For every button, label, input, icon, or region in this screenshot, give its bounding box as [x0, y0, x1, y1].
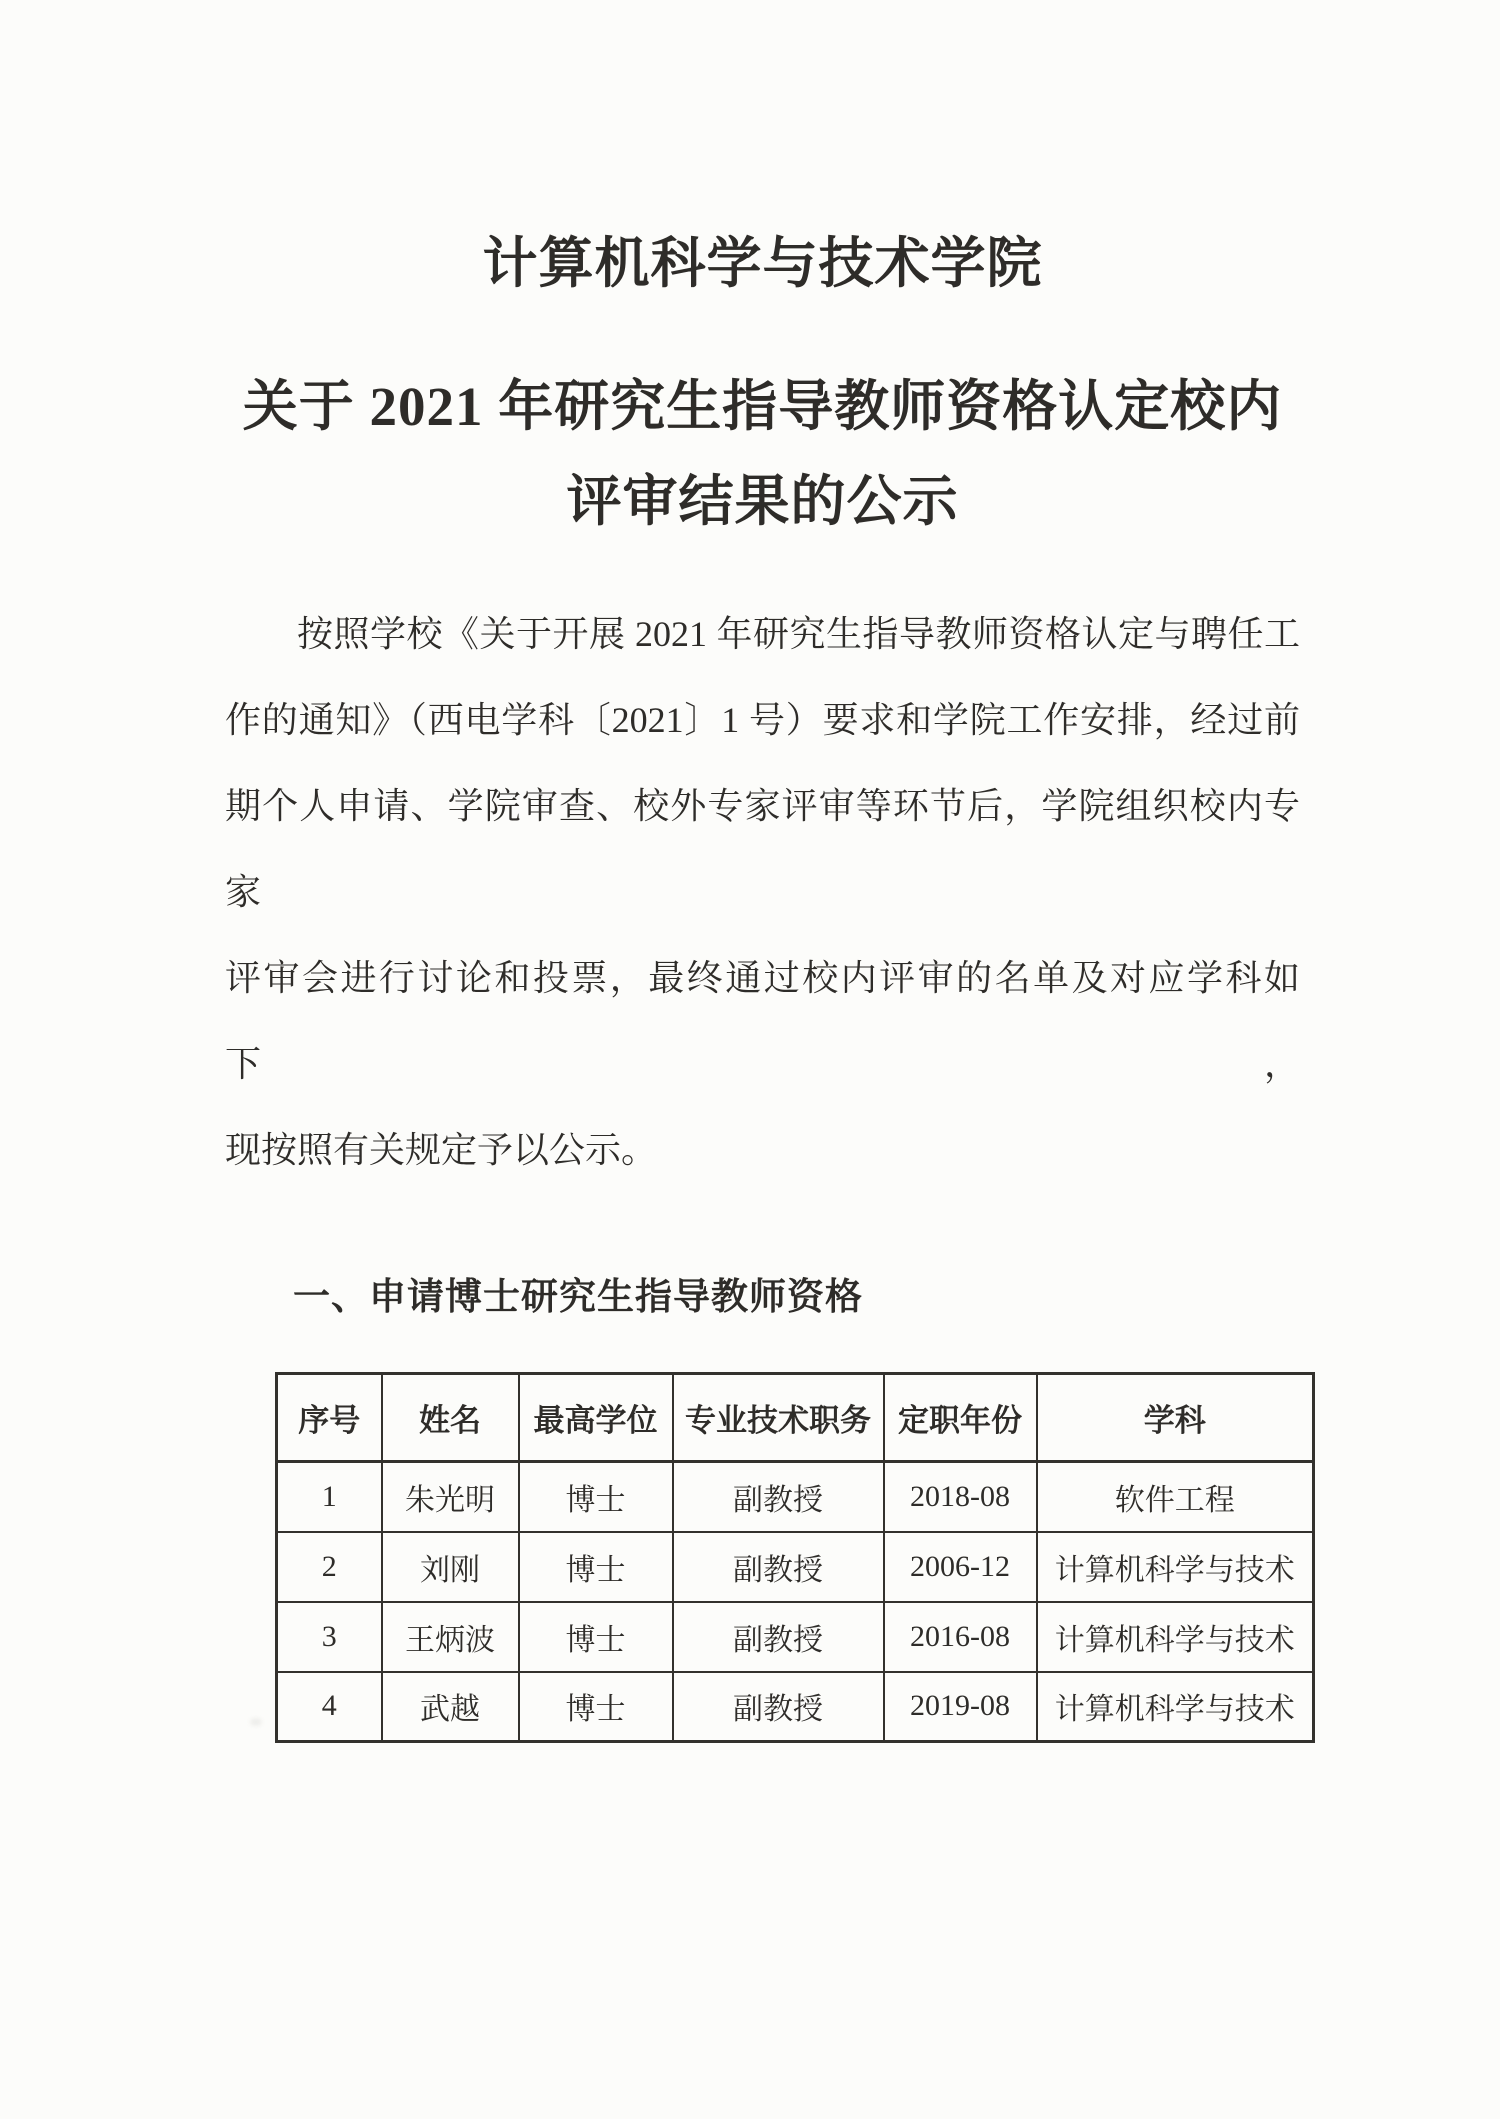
table-cell: 副教授: [673, 1602, 884, 1672]
column-header: 学科: [1037, 1374, 1314, 1462]
table-row: [277, 1532, 1314, 1602]
table-cell: 副教授: [673, 1462, 884, 1532]
notice-title-line1: 关于 2021 年研究生指导教师资格认定校内: [242, 376, 1283, 437]
paragraph-line: 作的通知》（西电学科〔2021〕1 号）要求和学院工作安排，经过前: [225, 700, 1300, 740]
table-cell: 2019-08: [884, 1672, 1037, 1742]
table-cell: 博士: [519, 1602, 673, 1672]
table-cell: 博士: [519, 1462, 673, 1532]
notice-title-line2: 评审结果的公示: [566, 471, 959, 532]
table-cell: 4: [277, 1672, 382, 1742]
notice-title: [225, 359, 1300, 549]
column-header: 序号: [277, 1374, 382, 1462]
table-cell: 武越: [382, 1672, 519, 1742]
table-cell: 王炳波: [382, 1602, 519, 1672]
table-cell: 计算机科学与技术: [1037, 1532, 1314, 1602]
table-cell: 副教授: [673, 1532, 884, 1602]
paragraph-line: 评审会进行讨论和投票，最终通过校内评审的名单及对应学科如下，: [225, 958, 1300, 1084]
paragraph-line: 期个人申请、学院审查、校外专家评审等环节后，学院组织校内专家: [225, 786, 1300, 912]
table-cell: 副教授: [673, 1672, 884, 1742]
table-cell: 计算机科学与技术: [1037, 1602, 1314, 1672]
section-heading: 一、申请博士研究生指导教师资格: [293, 1277, 863, 1318]
scan-smudge: [250, 1718, 262, 1726]
table-cell: 软件工程: [1037, 1462, 1314, 1532]
column-header: 姓名: [382, 1374, 519, 1462]
column-header: 最高学位: [519, 1374, 673, 1462]
table-cell: 2016-08: [884, 1602, 1037, 1672]
reviewers-table: [275, 1372, 1315, 1743]
column-header: 专业技术职务: [673, 1374, 884, 1462]
table-cell: 刘刚: [382, 1532, 519, 1602]
paragraph-line: 现按照有关规定予以公示。: [225, 1130, 658, 1170]
table-cell: 博士: [519, 1532, 673, 1602]
table-cell: 1: [277, 1462, 382, 1532]
table-row: [277, 1672, 1314, 1742]
table-row: [277, 1602, 1314, 1672]
table-cell: 博士: [519, 1672, 673, 1742]
table-row: [277, 1462, 1314, 1532]
table-cell: 3: [277, 1602, 382, 1672]
body-paragraph: [225, 591, 1300, 1193]
table-cell: 2006-12: [884, 1532, 1037, 1602]
column-header: 定职年份: [884, 1374, 1037, 1462]
table-cell: 2018-08: [884, 1462, 1037, 1532]
table-cell: 朱光明: [382, 1462, 519, 1532]
paragraph-line: 按照学校《关于开展 2021 年研究生指导教师资格认定与聘任工: [297, 614, 1300, 654]
college-title: 计算机科学与技术学院: [482, 233, 1043, 294]
table-header-row: [277, 1374, 1314, 1462]
table-cell: 2: [277, 1532, 382, 1602]
table-cell: 计算机科学与技术: [1037, 1672, 1314, 1742]
